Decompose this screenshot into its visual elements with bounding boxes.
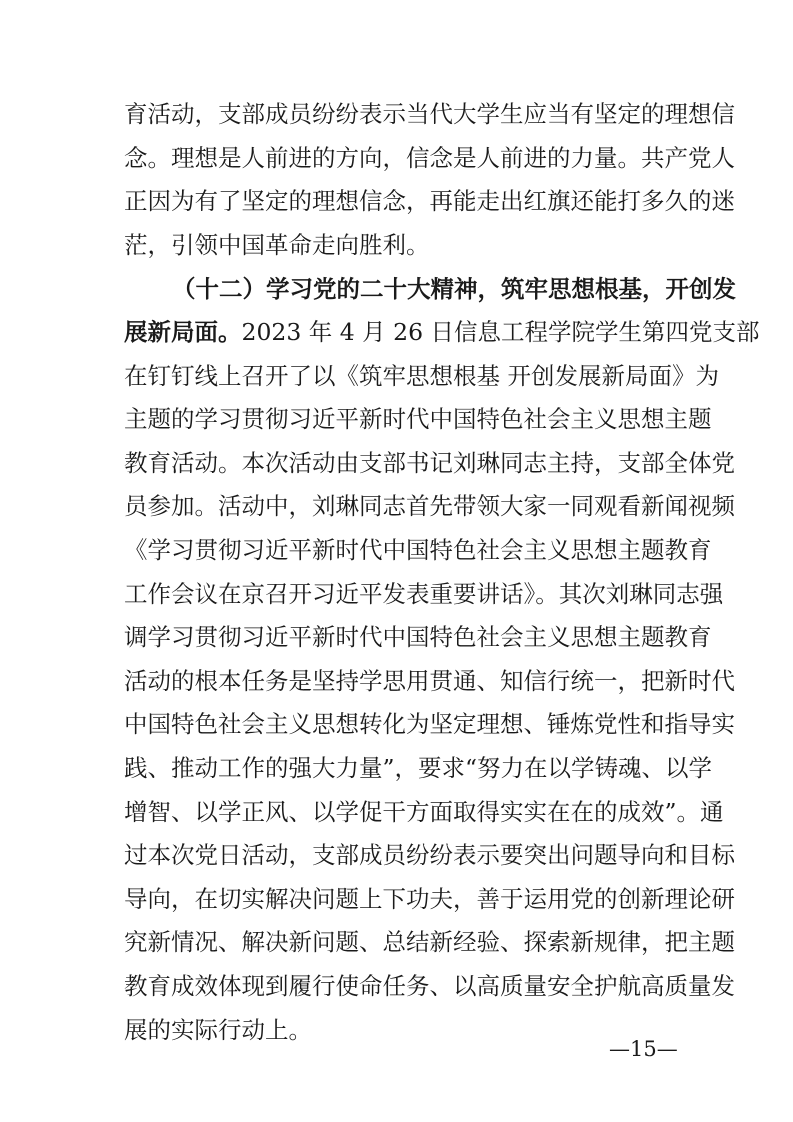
- paragraph-line: 员参加。活动中，刘琳同志首先带领大家一同观看新闻视频: [124, 492, 735, 520]
- paragraph-line: 教育活动。本次活动由支部书记刘琳同志主持，支部全体党: [124, 449, 735, 477]
- paragraph-line: [124, 317, 760, 347]
- paragraph-line: 正因为有了坚定的理想信念，再能走出红旗还能打多久的迷: [124, 187, 735, 215]
- paragraph-line: 主题的学习贯彻习近平新时代中国特色社会主义思想主题: [124, 405, 712, 433]
- paragraph-line: 育活动，支部成员纷纷表示当代大学生应当有坚定的理想信: [124, 100, 735, 128]
- paragraph-line: 导向，在切实解决问题上下功夫，善于运用党的创新理论研: [124, 885, 735, 913]
- paragraph-line: 活动的根本任务是坚持学思用贯通、知信行统一，把新时代: [124, 667, 735, 695]
- paragraph-line: 中国特色社会主义思想转化为坚定理想、锤炼党性和指导实: [124, 710, 735, 738]
- paragraph-line: 《学习贯彻习近平新时代中国特色社会主义思想主题教育: [124, 536, 712, 564]
- paragraph-line: 茫，引领中国革命走向胜利。: [124, 231, 430, 259]
- paragraph-line: 践、推动工作的强大力量”，要求“努力在以学铸魂、以学: [124, 754, 713, 782]
- paragraph-line: 工作会议在京召开习近平发表重要讲话》。其次刘琳同志强: [124, 580, 724, 608]
- paragraph-line: 增智、以学正风、以学促干方面取得实实在在的成效”。通: [124, 798, 724, 826]
- paragraph-line: 念。理想是人前进的方向，信念是人前进的力量。共产党人: [124, 144, 735, 172]
- paragraph-line: 究新情况、解决新问题、总结新经验、探索新规律，把主题: [124, 928, 735, 956]
- section-heading-12-continued: 展新局面。: [124, 318, 242, 346]
- section-heading-12: （十二）学习党的二十大精神，筑牢思想根基，开创发: [172, 275, 736, 303]
- page-number: —15—: [609, 1037, 678, 1061]
- paragraph-text: 2023 年 4 月 26 日信息工程学院学生第四党支部: [241, 318, 760, 346]
- paragraph-line: 调学习贯彻习近平新时代中国特色社会主义思想主题教育: [124, 623, 712, 651]
- paragraph-line: 过本次党日活动，支部成员纷纷表示要突出问题导向和目标: [124, 841, 735, 869]
- paragraph-line: 教育成效体现到履行使命任务、以高质量安全护航高质量发: [124, 972, 735, 1000]
- paragraph-line: 展的实际行动上。: [124, 1016, 312, 1044]
- paragraph-line: 在钉钉线上召开了以《筑牢思想根基 开创发展新局面》为: [124, 362, 719, 390]
